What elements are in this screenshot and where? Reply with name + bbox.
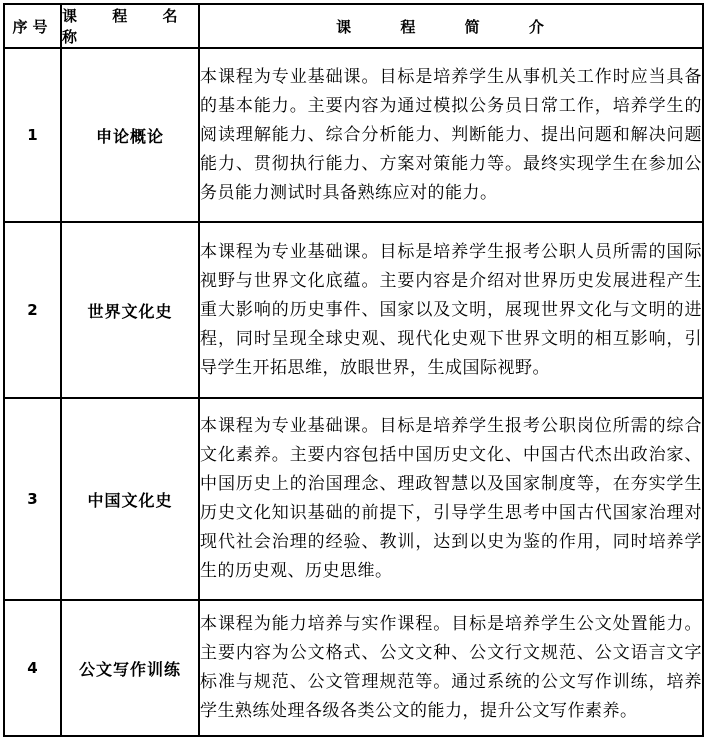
course-table xyxy=(3,3,704,737)
course-name: 公文写作训练 xyxy=(61,600,199,736)
table-header-row xyxy=(4,4,703,48)
row-number: 2 xyxy=(4,222,61,398)
course-description: 本课程为专业基础课。目标是培养学生从事机关工作时应当具备的基本能力。主要内容为通过模拟公务员日常工作，培养学生的阅读理解能力、综合分析能力、判断能力、提出问题和解决问题能力、贯彻执行能力、方案对策能力等。最终实现学生在参加公务员能力测试时具备熟练应对的能力。 xyxy=(199,48,703,222)
header-course-description: 课 程 简 介 xyxy=(199,4,703,48)
course-name: 中国文化史 xyxy=(61,398,199,600)
course-name: 世界文化史 xyxy=(61,222,199,398)
row-number: 1 xyxy=(4,48,61,222)
row-number: 3 xyxy=(4,398,61,600)
header-number: 序号 xyxy=(4,4,61,48)
course-name: 申论概论 xyxy=(61,48,199,222)
table-row xyxy=(4,600,703,736)
course-description: 本课程为专业基础课。目标是培养学生报考公职岗位所需的综合文化素养。主要内容包括中国历史文化、中国古代杰出政治家、中国历史上的治国理念、理政智慧以及国家制度等，在夯实学生历史文化知识基础的前提下，引导学生思考中国古代国家治理对现代社会治理的经验、教训，达到以史为鉴的作用，同时培养学生的历史观、历史思维。 xyxy=(199,398,703,600)
table-row xyxy=(4,48,703,222)
course-description: 本课程为能力培养与实作课程。目标是培养学生公文处置能力。主要内容为公文格式、公文文种、公文行文规范、公文语言文字标准与规范、公文管理规范等。通过系统的公文写作训练，培养学生熟练处理各级各类公文的能力，提升公文写作素养。 xyxy=(199,600,703,736)
header-course-name: 课 程 名 称 xyxy=(61,4,199,48)
course-description: 本课程为专业基础课。目标是培养学生报考公职人员所需的国际视野与世界文化底蕴。主要内容是介绍对世界历史发展进程产生重大影响的历史事件、国家以及文明，展现世界文化与文明的进程，同时呈现全球史观、现代化史观下世界文明的相互影响，引导学生开拓思维，放眼世界，生成国际视野。 xyxy=(199,222,703,398)
table-row xyxy=(4,398,703,600)
row-number: 4 xyxy=(4,600,61,736)
table-row xyxy=(4,222,703,398)
